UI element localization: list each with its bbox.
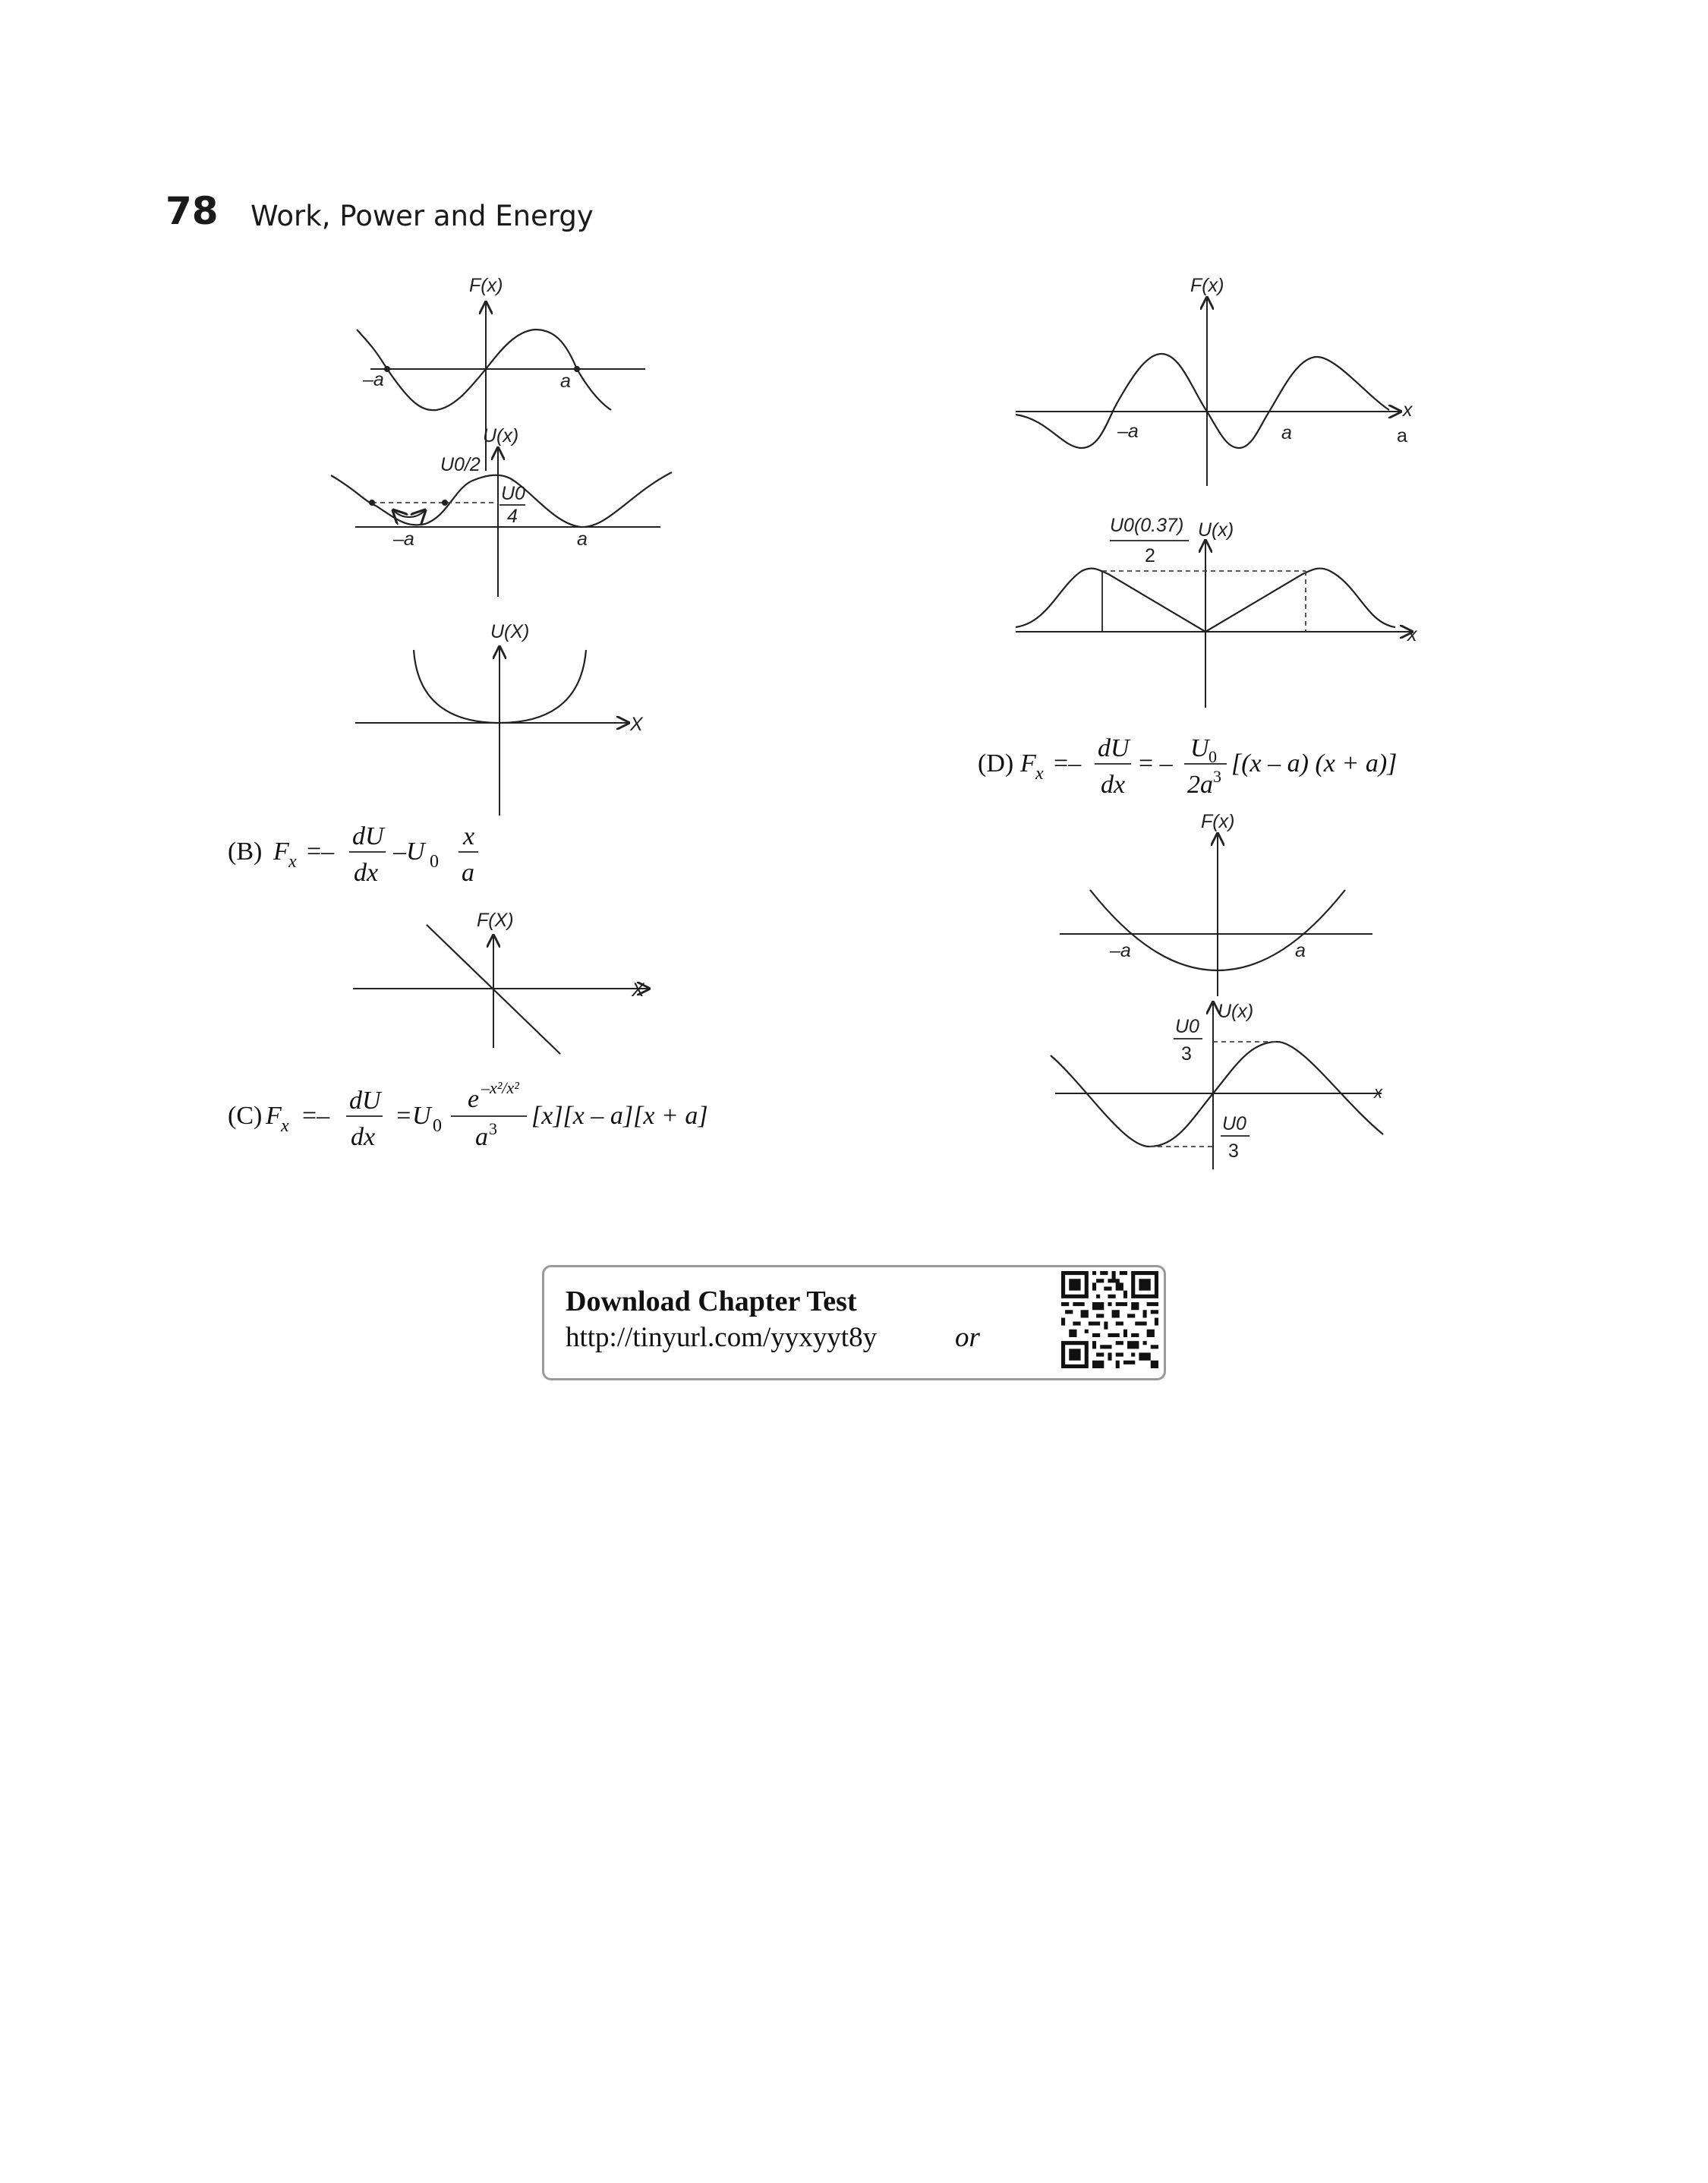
pos-a-label: a [560, 371, 571, 392]
right-potential-bumps-graph [1016, 515, 1418, 708]
option-label: (B) [228, 838, 263, 866]
x-axis-label: x [1374, 1083, 1382, 1102]
extra-a-label: a [1397, 425, 1407, 446]
frac-den: a [475, 1123, 488, 1151]
deriv-den: dx [351, 1123, 376, 1151]
lhs: F [266, 1102, 282, 1130]
deriv-den: dx [1101, 771, 1126, 799]
bot-den: 3 [1228, 1140, 1239, 1162]
frac-num: U [1190, 734, 1209, 762]
level-label: U0/2 [440, 454, 481, 475]
frac-den: a [462, 859, 474, 887]
option-label: (D) [978, 749, 1014, 778]
fraction-numerator: U0 [501, 483, 525, 504]
x-axis-label: x [1407, 624, 1417, 645]
tail: [x][x – a][x + a] [531, 1102, 708, 1130]
download-title: Download Chapter Test [566, 1286, 857, 1317]
neg-a-label: –a [393, 528, 414, 550]
equation-d [978, 734, 1397, 799]
y-axis-label: F(X) [477, 910, 514, 931]
deriv-num: dU [352, 822, 384, 850]
lhs: F [1020, 749, 1036, 778]
equals: =– [302, 1102, 330, 1130]
exp-power: –x²/x² [481, 1078, 519, 1097]
neg-a-label: –a [1110, 940, 1131, 961]
chapter-title: Work, Power and Energy [251, 200, 594, 232]
qr-code-icon[interactable] [1061, 1271, 1158, 1368]
option-label: (C) [228, 1102, 263, 1130]
bot-num: U0 [1222, 1113, 1246, 1134]
oscillation-arrow-icon [393, 510, 425, 517]
page-number: 78 [165, 189, 219, 233]
left-parabola-graph [355, 621, 644, 815]
root-point [574, 366, 580, 372]
right-potential-cubic-graph [1051, 1001, 1383, 1169]
equation-b [228, 822, 478, 887]
frac-den-sup: 3 [1213, 767, 1221, 786]
left-potential-well-graph [331, 425, 672, 597]
y-axis-label: U(x) [1218, 1001, 1254, 1022]
turning-point [442, 500, 448, 506]
pos-a-label: a [1295, 940, 1306, 961]
force-curve [357, 330, 611, 410]
mid-sub: 0 [430, 852, 439, 872]
pos-a-label: a [577, 528, 588, 550]
exp-base: e [468, 1085, 480, 1113]
right-force-wave-graph [1016, 275, 1413, 486]
neg-a-label: –a [363, 369, 384, 390]
deriv-num: dU [349, 1087, 381, 1115]
x-axis-label: X [632, 980, 644, 1001]
eq2: = – [1139, 749, 1173, 778]
turning-point [369, 500, 375, 506]
fraction-denominator: 4 [507, 506, 518, 527]
equals: =– [307, 838, 335, 866]
y-axis-label: F(x) [1201, 811, 1235, 832]
equals: =– [1054, 749, 1082, 778]
right-force-parabola-graph [1060, 811, 1372, 996]
frac-den-sup: 3 [489, 1119, 497, 1138]
lhs-sub: x [288, 852, 297, 872]
tail: [(x – a) (x + a)] [1231, 749, 1398, 778]
deriv-den: dx [354, 859, 379, 887]
left-linear-force-graph [353, 910, 649, 1054]
y-axis-label: U(x) [1198, 519, 1234, 541]
eq2-sub: 0 [433, 1116, 442, 1136]
download-or: or [955, 1322, 980, 1353]
y-axis-label: U(x) [483, 425, 519, 446]
lhs: F [273, 838, 289, 866]
x-axis-label: X [630, 714, 643, 735]
y-axis-label: F(x) [1190, 275, 1224, 296]
download-link[interactable]: http://tinyurl.com/yyxyyt8y [566, 1322, 878, 1353]
eq2: =U [395, 1102, 431, 1130]
lhs-sub: x [1035, 764, 1044, 784]
mid-term: –U [393, 838, 425, 866]
frac-den: 2 [1145, 545, 1155, 566]
lhs-sub: x [281, 1116, 289, 1136]
top-num: U0 [1175, 1016, 1199, 1037]
x-axis-label: x [1403, 399, 1413, 421]
frac-num: x [463, 822, 475, 850]
neg-a-label: –a [1117, 421, 1139, 442]
root-point [384, 366, 390, 372]
top-den: 3 [1181, 1043, 1192, 1065]
pos-a-label: a [1281, 422, 1292, 443]
force-curve [1016, 354, 1389, 448]
equation-c [228, 1078, 708, 1151]
y-axis-label: F(x) [469, 275, 503, 296]
frac-den: 2a [1187, 771, 1213, 799]
frac-num: U0(0.37) [1110, 515, 1184, 536]
frac-num-sub: 0 [1209, 747, 1217, 766]
y-axis-label: U(X) [490, 621, 530, 642]
deriv-num: dU [1098, 734, 1130, 762]
